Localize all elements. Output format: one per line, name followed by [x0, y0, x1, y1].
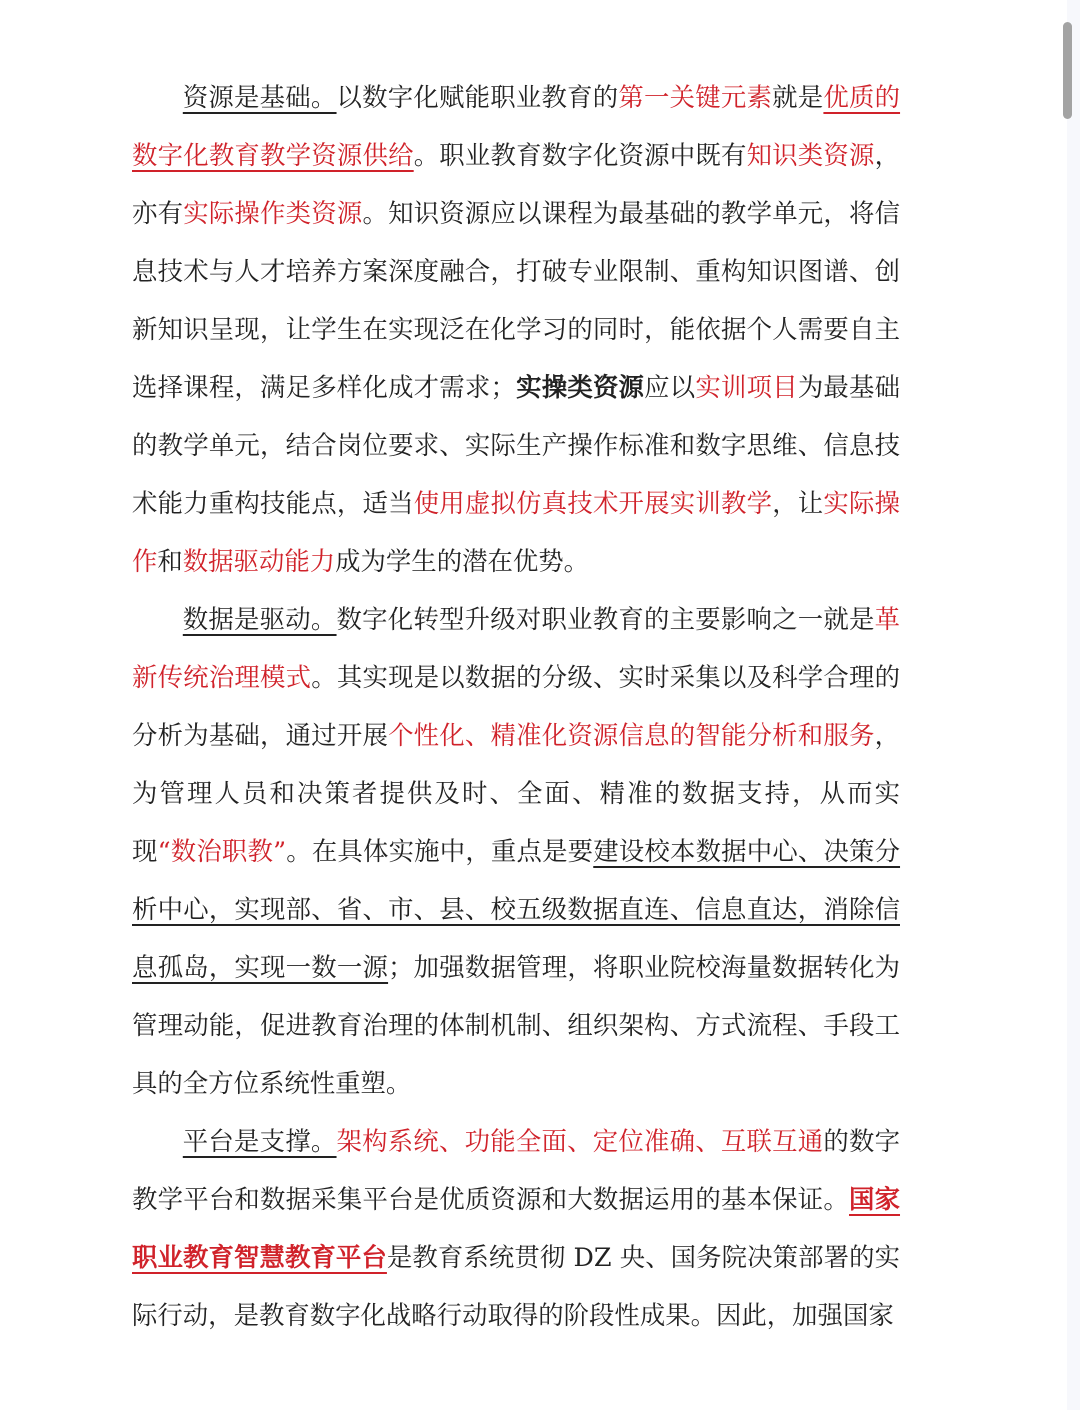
- platform-link[interactable]: 国家职业教育智慧教育平台: [132, 1184, 901, 1272]
- highlight-text: 架构系统、功能全面、定位准确、互联互通: [336, 1126, 824, 1156]
- text-segment: 以数字化赋能职业教育的: [336, 82, 619, 112]
- paragraph-platform: [132, 1112, 900, 1344]
- highlight-text: 使用虚拟仿真技术开展实训教学: [413, 488, 773, 518]
- document-body: [132, 68, 900, 1344]
- highlight-text: 知识类资源: [746, 140, 875, 170]
- text-segment: ，为管理人员和决策者提供及时、全面、精准的数据支持，从而实现: [132, 720, 901, 866]
- text-segment: 数字化转型升级对职业教育的主要影响之一就是: [336, 604, 875, 634]
- text-segment: ；加强数据管理，将职业院校海量数据转化为管理动能，促进教育治理的体制机制、组织架构、方式流程、手段工具的全方位系统性重塑。: [132, 952, 901, 1098]
- text-segment: 。在具体实施中，重点是要: [286, 836, 594, 866]
- highlight-underlined-text: 优质的数字化教育教学资源供给: [132, 82, 901, 170]
- text-segment: 的数字教学平台和数据采集平台是优质资源和大数据运用的基本保证。: [132, 1126, 901, 1214]
- text-segment: ，亦有: [132, 140, 901, 228]
- text-segment: 就是: [772, 82, 824, 112]
- section-heading-platform: 平台是支撑。: [182, 1126, 337, 1156]
- highlight-text: 实际操作: [132, 488, 901, 576]
- paragraph-resources: [132, 68, 900, 590]
- paragraph-data: [132, 590, 900, 1112]
- text-segment: 。职业教育数字化资源中既有: [413, 140, 747, 170]
- text-segment: 成为学生的潜在优势。: [335, 546, 590, 576]
- highlight-text: 第一关键元素: [618, 82, 773, 112]
- highlight-text: “数治职教”: [157, 836, 287, 866]
- highlight-text: 个性化、精准化资源信息的智能分析和服务: [388, 720, 875, 750]
- highlight-text: 实际操作类资源: [183, 198, 363, 228]
- text-segment: 应以: [644, 372, 696, 402]
- scrollbar-track[interactable]: [1067, 0, 1080, 1410]
- highlight-text: 实训项目: [695, 372, 798, 402]
- text-segment: ，让: [772, 488, 824, 518]
- bold-text: 实操类资源: [515, 372, 645, 402]
- text-segment: 和: [157, 546, 183, 576]
- section-heading-resources: 资源是基础。: [182, 82, 337, 112]
- text-segment: 为最基础的教学单元，结合岗位要求、实际生产操作标准和数字思维、信息技术能力重构技能点，适当: [132, 372, 901, 518]
- section-heading-data: 数据是驱动。: [182, 604, 337, 634]
- text-segment: 。其实现是以数据的分级、实时采集以及科学合理的分析为基础，通过开展: [132, 662, 901, 750]
- highlight-text: 数据驱动能力: [182, 546, 336, 576]
- text-segment: 是教育系统贯彻 DZ 央、国务院决策部署的实际行动，是教育数字化战略行动取得的阶段性成果。因此，加强国家: [132, 1242, 900, 1330]
- highlight-text: 革新传统治理模式: [132, 604, 901, 692]
- scrollbar-thumb[interactable]: [1063, 22, 1072, 119]
- underlined-text: 建设校本数据中心、决策分析中心，实现部、省、市、县、校五级数据直连、信息直达，消除信息孤岛，实现一数一源: [132, 836, 901, 982]
- text-segment: 。知识资源应以课程为最基础的教学单元，将信息技术与人才培养方案深度融合，打破专业限制、重构知识图谱、创新知识呈现，让学生在实现泛在化学习的同时，能依据个人需要自主选择课程，满足多样化成才需求；: [132, 198, 901, 402]
